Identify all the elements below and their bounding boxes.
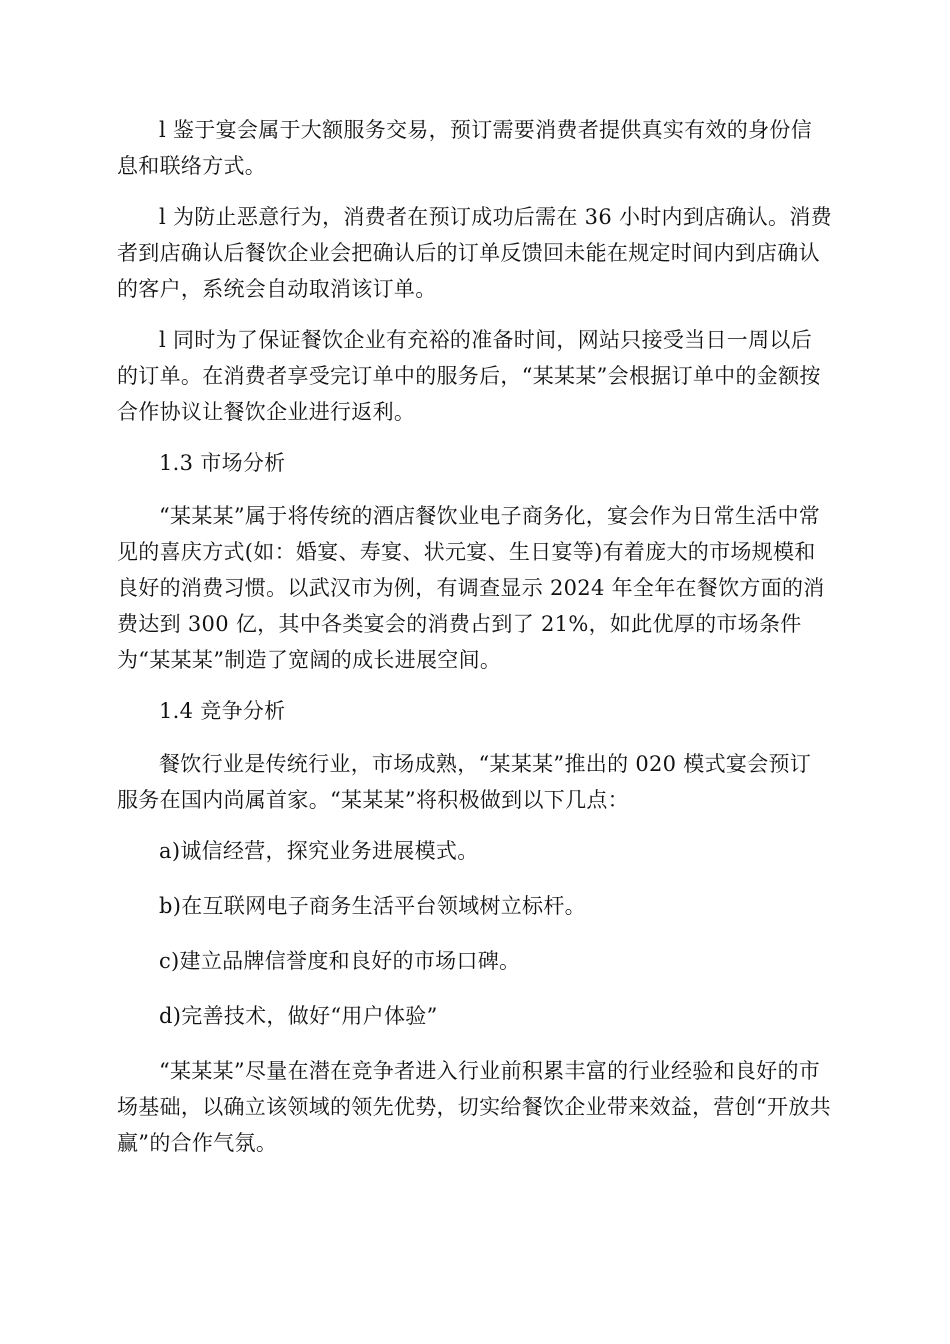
section-heading-market-analysis: 1.3 市场分析: [159, 451, 286, 475]
bullet-paragraph-identity: l 鉴于宴会属于大额服务交易，预订需要消费者提供真实有效的身份信息和联络方式。: [117, 118, 812, 178]
section-heading-competition-analysis: 1.4 竞争分析: [159, 699, 286, 723]
bullet-paragraph-confirmation: l 为防止恶意行为，消费者在预订成功后需在 36 小时内到店确认。消费者到店确认后餐饮企业会把确认后的订单反馈回未能在规定时间内到店确认的客户，系统会自动取消该订单。: [117, 205, 832, 301]
paragraph-competition-conclusion: “某某某”尽量在潜在竞争者进入行业前积累丰富的行业经验和良好的市场基础，以确立该领域的领先优势，切实给餐饮企业带来效益，营创“开放共赢”的合作气氛。: [117, 1059, 831, 1155]
list-item-b: b)在互联网电子商务生活平台领域树立标杆。: [159, 894, 586, 918]
document-body: [117, 112, 832, 1176]
bullet-paragraph-lead-time: l 同时为了保证餐饮企业有充裕的准备时间，网站只接受当日一周以后的订单。在消费者享受完订单中的服务后，“某某某”会根据订单中的金额按合作协议让餐饮企业进行返利。: [117, 328, 821, 424]
list-item-d: d)完善技术，做好“用户体验”: [159, 1004, 438, 1028]
list-item-c: c)建立品牌信誉度和良好的市场口碑。: [159, 949, 521, 973]
paragraph-market-analysis: “某某某”属于将传统的酒店餐饮业电子商务化，宴会作为日常生活中常见的喜庆方式(如：婚宴、寿宴、状元宴、生日宴等)有着庞大的市场规模和良好的消费习惯。以武汉市为例，有调查显示 2024 年全年在餐饮方面的消费达到 300 亿，其中各类宴会的消费占到了 21%，如此优厚的市场条件为“某某某”制造了宽阔的成长进展空间。: [117, 504, 825, 672]
list-item-a: a)诚信经营，探究业务进展模式。: [159, 839, 479, 863]
paragraph-competition-intro: 餐饮行业是传统行业，市场成熟，“某某某”推出的 020 模式宴会预订服务在国内尚属首家。“某某某”将积极做到以下几点：: [117, 752, 812, 812]
